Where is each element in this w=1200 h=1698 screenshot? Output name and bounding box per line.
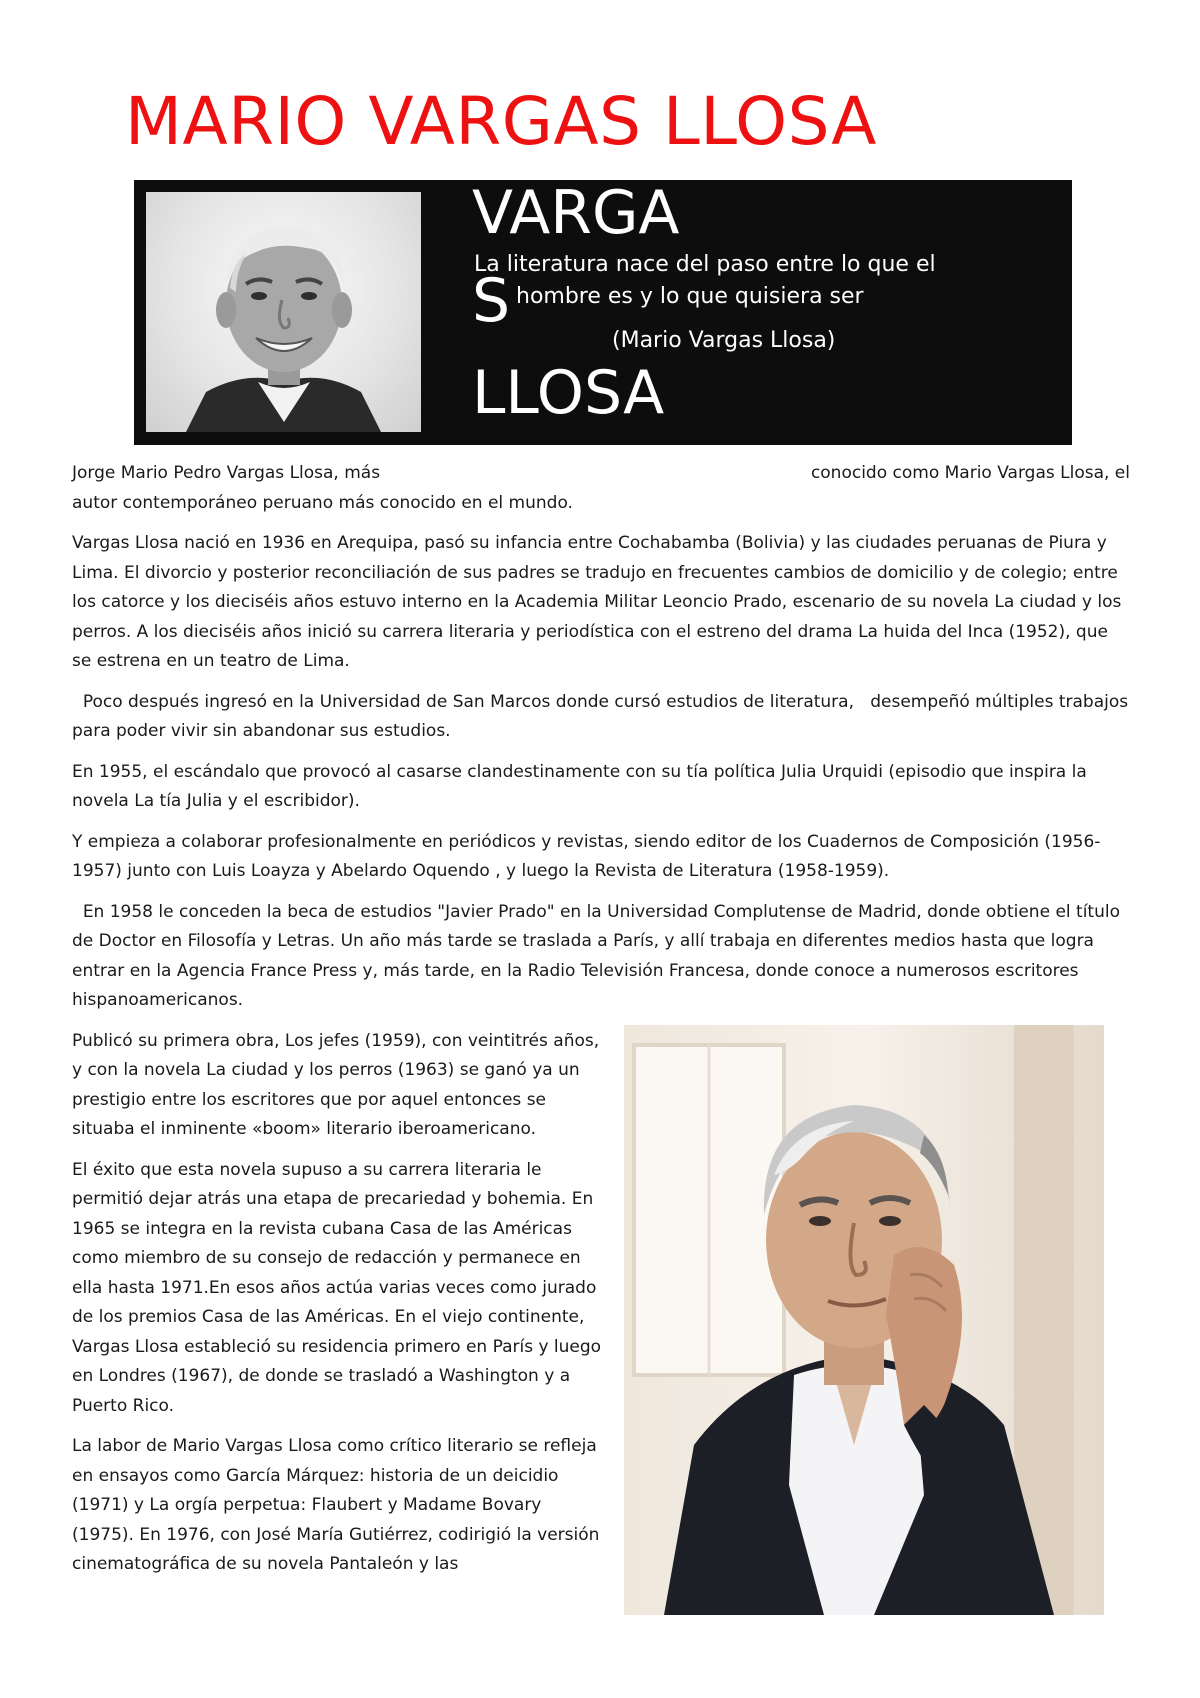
- narrow-column: [72, 1027, 602, 1580]
- article-body: [72, 459, 1134, 1591]
- banner-word-varga: VARGA: [472, 180, 680, 248]
- quote-line-1: La literatura nace del paso entre lo que el: [474, 252, 936, 277]
- paragraph-marriage: En 1955, el escándalo que provocó al casarse clandestinamente con su tía política Julia Urquidi (episodio que inspira la novela La tía Julia y el escribidor).: [72, 761, 1087, 811]
- paragraph-madrid-paris: En 1958 le conceden la beca de estudios "Javier Prado" en la Universidad Complutense de Madrid, donde obtiene el título de Doctor en Filosofía y Letras. Un año más tarde se traslada a París, y allí trabaja en diferentes medios hasta que logra entrar en la Agencia France Press y, más tarde, en la Radio Televisión Francesa, donde conoce a numerosos escritores hispanoamericanos.: [72, 901, 1126, 1010]
- page-title: MARIO VARGAS LLOSA: [125, 83, 877, 160]
- banner-word-s: S: [472, 266, 511, 336]
- intro-text-part-3: autor contemporáneo peruano más conocido en el mundo.: [72, 492, 573, 513]
- intro-text-part-2: conocido como Mario Vargas Llosa, el: [810, 463, 1130, 483]
- banner-portrait-photo: [146, 192, 421, 432]
- banner-word-llosa: LLOSA: [472, 358, 665, 428]
- paragraph-early-life: Vargas Llosa nació en 1936 en Arequipa, pasó su infancia entre Cochabamba (Bolivia) y las ciudades peruanas de Piura y Lima. El divorcio y posterior reconciliación de sus padres se tradujo en frecuentes cambios de domicilio y de colegio; entre los catorce y los dieciséis años estuvo interno en la Academia Militar Leoncio Prado, escenario de su novela La ciudad y los perros. A los dieciséis años inició su carrera literaria y periodística con el estreno del drama La huida del Inca (1952), que se estrena en un teatro de Lima.: [72, 533, 1122, 671]
- paragraph-journalism: Y empieza a colaborar profesionalmente en periódicos y revistas, siendo editor de los Cuadernos de Composición (1956-1957) junto con Luis Loayza y Abelardo Oquendo , y luego la Revista de Literatura (1958-1959).: [72, 831, 1101, 881]
- quote-attribution: (Mario Vargas Llosa): [612, 328, 836, 353]
- paragraph-university: Poco después ingresó en la Universidad de San Marcos donde cursó estudios de literatura, desempeñó múltiples trabajos para poder vivir sin abandonar sus estudios.: [72, 691, 1134, 741]
- paragraph-critic: La labor de Mario Vargas Llosa como crítico literario se refleja en ensayos como García Márquez: historia de un deicidio (1971) y La orgía perpetua: Flaubert y Madame Bovary (1975). En 1976, con José María Gutiérrez, codirigió la versión cinematográfica de su novela Pantaleón y las: [72, 1436, 600, 1574]
- paragraph-first-works: Publicó su primera obra, Los jefes (1959), con veintitrés años, y con la novela La ciudad y los perros (1963) se ganó ya un prestigio entre los escritores que por aquel entonces se situaba el inminente «boom» literario iberoamericano.: [72, 1030, 600, 1139]
- quote-line-2: hombre es y lo que quisiera ser: [516, 284, 864, 309]
- intro-text-part-1: Jorge Mario Pedro Vargas Llosa, más: [72, 463, 381, 483]
- quote-banner: [134, 180, 1072, 445]
- paragraph-success: El éxito que esta novela supuso a su carrera literaria le permitió dejar atrás una etapa de precariedad y bohemia. En 1965 se integra en la revista cubana Casa de las Américas como miembro de su consejo de redacción y permanece en ella hasta 1971.En esos años actúa varias veces como jurado de los premios Casa de las Américas. En el viejo continente, Vargas Llosa estableció su residencia primero en París y luego en Londres (1967), de donde se trasladó a Washington y a Puerto Rico.: [72, 1159, 602, 1416]
- article-intro: [72, 459, 1130, 518]
